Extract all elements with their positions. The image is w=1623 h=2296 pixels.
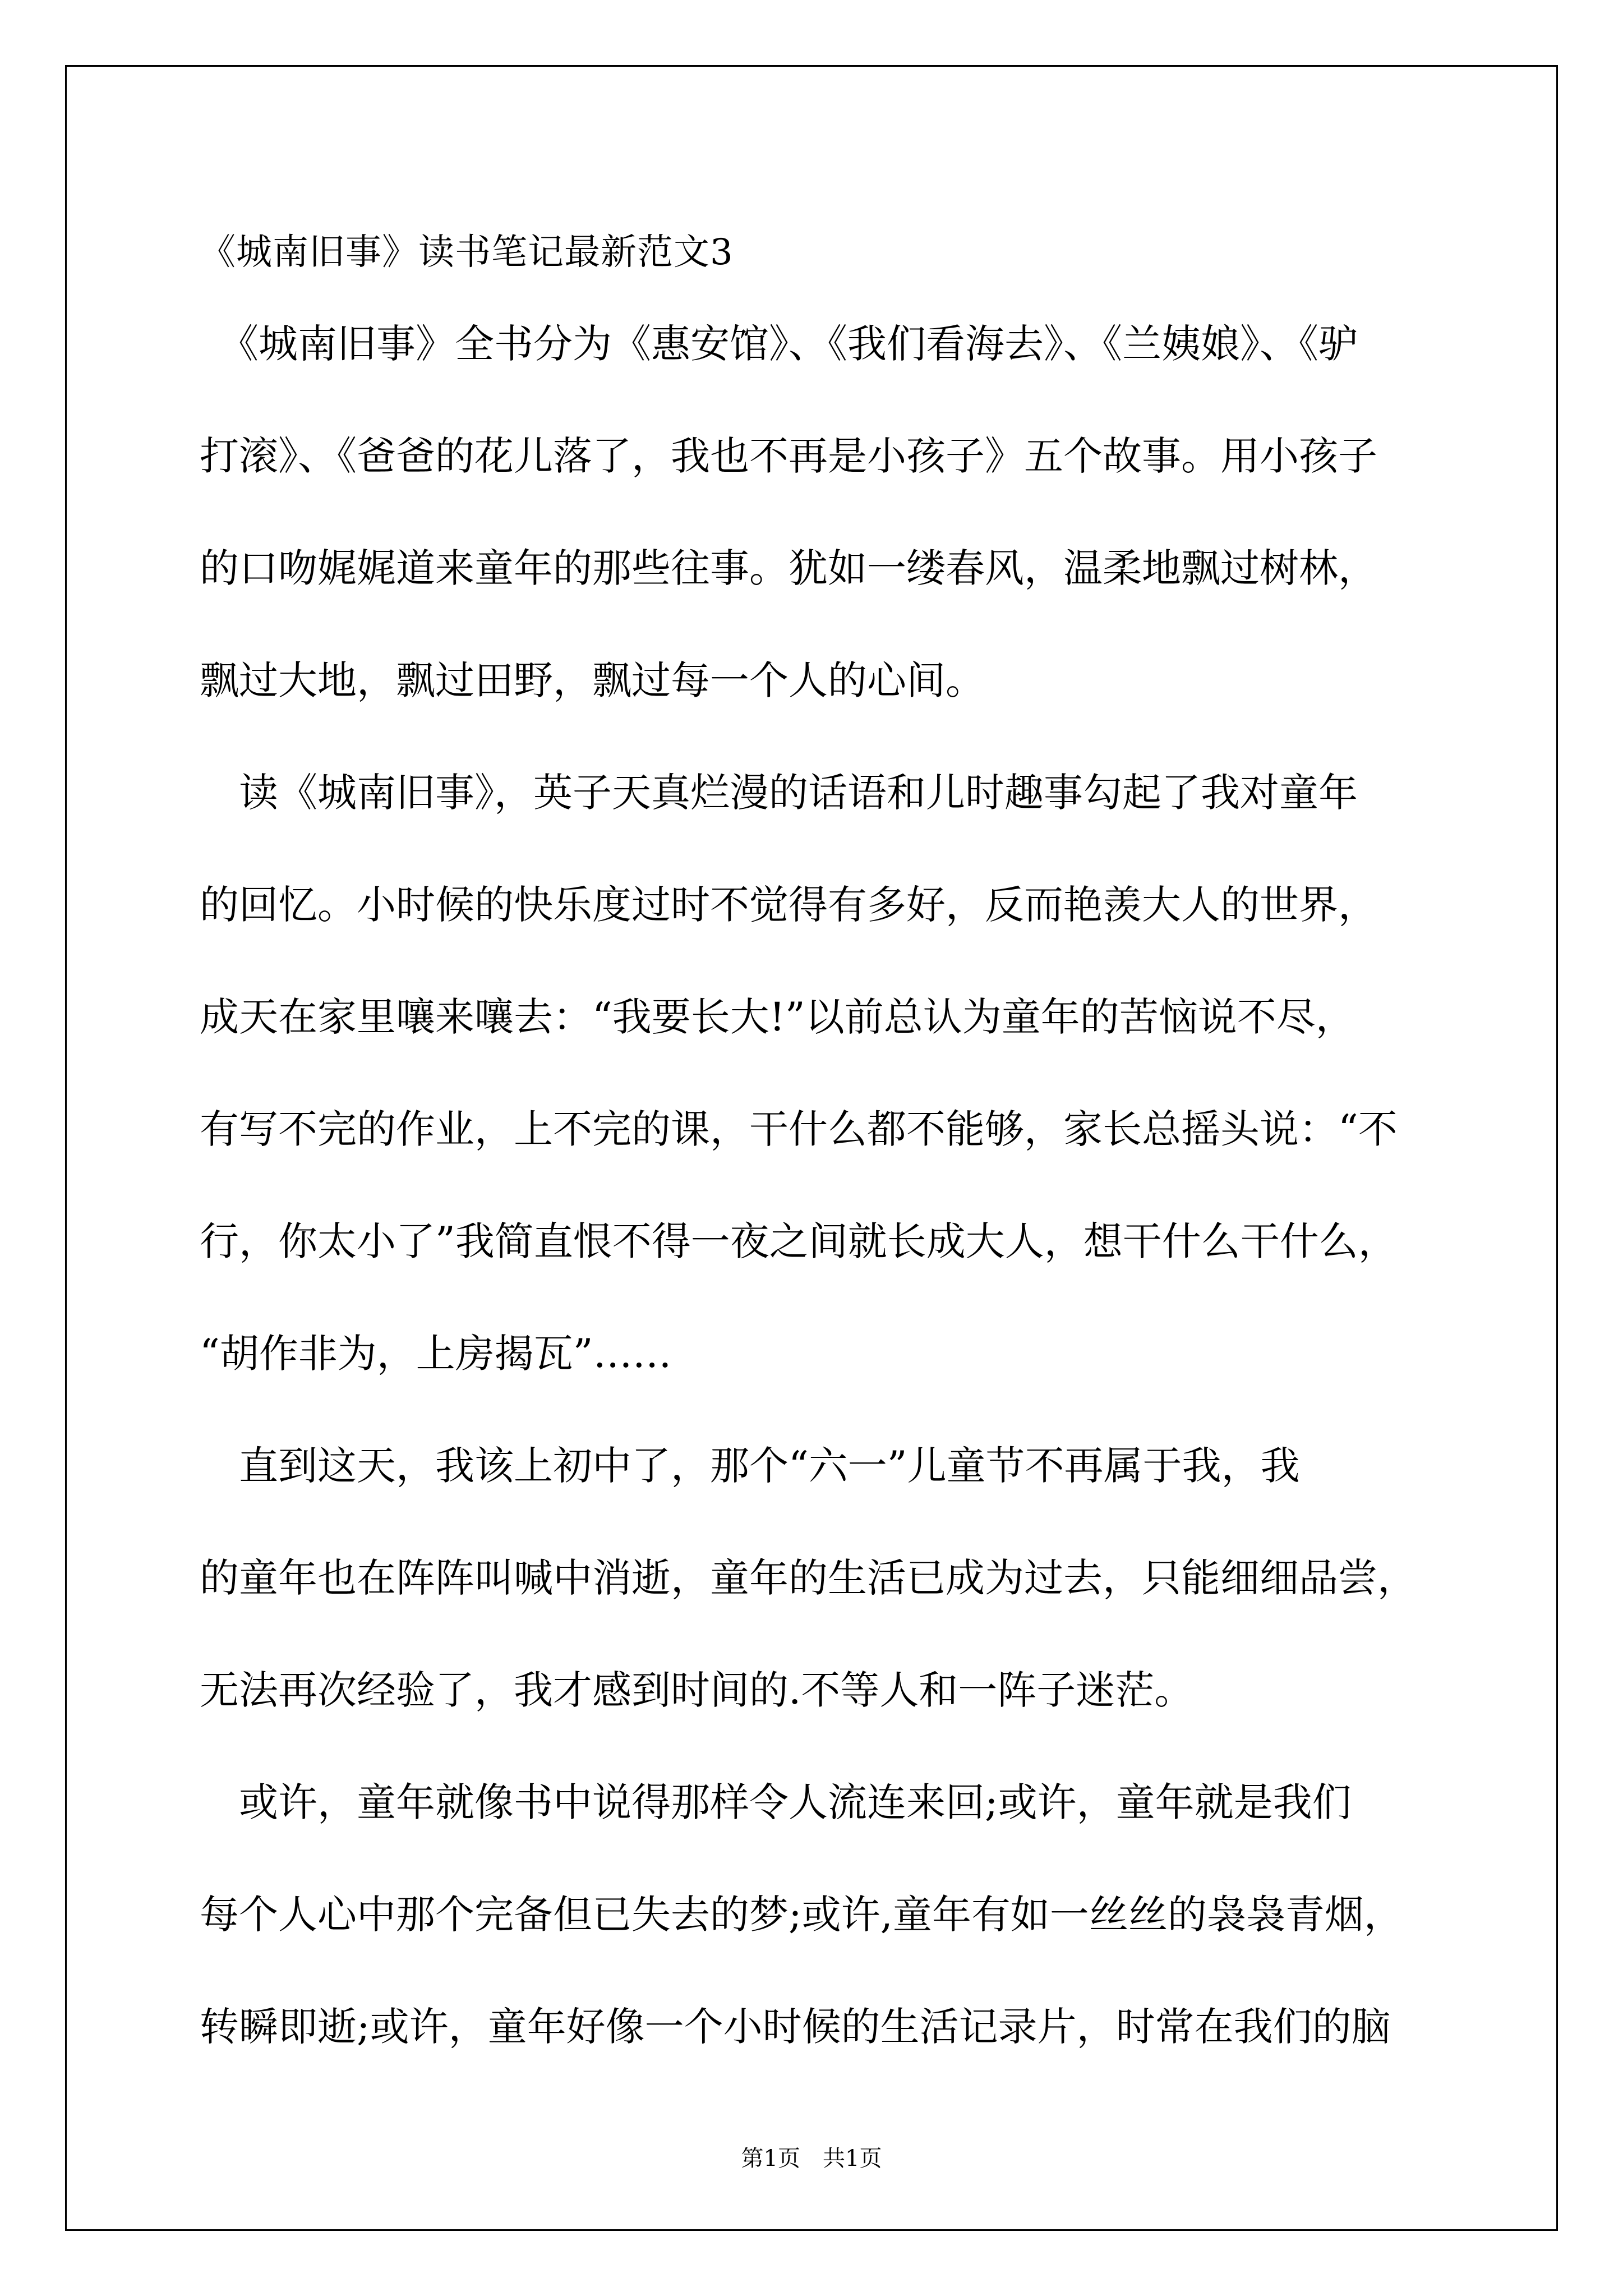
document-title: 《城南旧事》读书笔记最新范文3 (200, 232, 734, 273)
text-line: 直到这天，我该上初中了，那个“六一”儿童节不再属于我，我 (200, 1443, 1300, 1489)
text-line: 有写不完的作业，上不完的课，干什么都不能够，家长总摇头说：“不 (200, 1106, 1398, 1152)
text-line: 每个人心中那个完备但已失去的梦;或许,童年有如一丝丝的袅袅青烟， (200, 1892, 1403, 1938)
text-line: 的回忆。小时候的快乐度过时不觉得有多好，反而艳羡大人的世界， (200, 882, 1377, 928)
text-line: 飘过大地，飘过田野，飘过每一个人的心间。 (200, 657, 985, 703)
page-number-footer: 第1页 共1页 (741, 2146, 882, 2171)
text-line: 行，你太小了”我简直恨不得一夜之间就长成大人，想干什么干什么， (200, 1218, 1398, 1264)
text-line: “胡作非为，上房揭瓦”…… (200, 1331, 672, 1377)
text-line: 打滚》、《爸爸的花儿落了，我也不再是小孩子》五个故事。用小孩子 (200, 433, 1377, 479)
text-line: 无法再次经验了，我才感到时间的.不等人和一阵子迷茫。 (200, 1667, 1194, 1713)
text-line: 的口吻娓娓道来童年的那些往事。犹如一缕春风，温柔地飘过树林， (200, 545, 1377, 591)
text-line: 的童年也在阵阵叫喊中消逝，童年的生活已成为过去，只能细细品尝， (200, 1555, 1417, 1601)
text-line: 读《城南旧事》，英子天真烂漫的话语和儿时趣事勾起了我对童年 (200, 770, 1358, 816)
text-line: 转瞬即逝;或许，童年好像一个小时候的生活记录片，时常在我们的脑 (200, 2004, 1391, 2050)
text-line: 成天在家里嚷来嚷去：“我要长大!”以前总认为童年的苦恼说不尽， (200, 994, 1355, 1040)
text-line: 或许，童年就像书中说得那样令人流连来回;或许，童年就是我们 (200, 1779, 1352, 1825)
text-line: 《城南旧事》全书分为《惠安馆》、《我们看海去》、《兰姨娘》、《驴 (200, 321, 1358, 367)
